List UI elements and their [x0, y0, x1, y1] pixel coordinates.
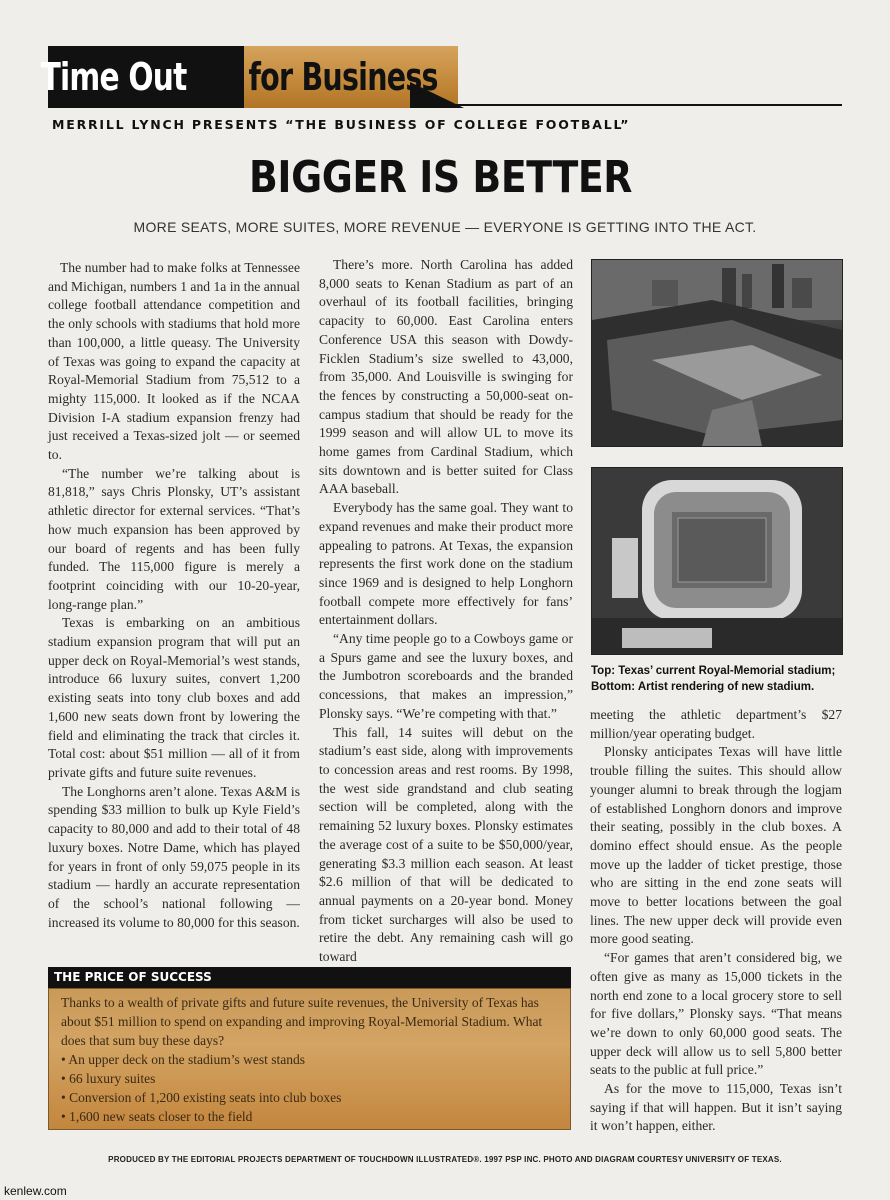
list-item: • An upper deck on the stadium’s west stands [61, 1050, 558, 1069]
paragraph: As for the move to 115,000, Texas isn’t saying if that will happen. But it isn’t saying it won’t happen, either. [590, 1081, 842, 1134]
photo-caption [591, 663, 841, 695]
banner-rule [414, 104, 842, 106]
list-item: • 1,600 new seats closer to the field [61, 1107, 558, 1126]
article-headline: BIGGER IS BETTER [249, 152, 632, 203]
section-banner [40, 46, 438, 108]
watermark: kenlew.com [4, 1184, 67, 1198]
paragraph: The number had to make folks at Tennessee and Michigan, numbers 1 and 1a in the annual college football attendance competition and the only schools with stadiums that hold more than 100,000, a little queasy. The University of Texas was going to expand the capacity at Royal-Memorial Stadium from 75,512 to a mighty 115,000. It looked as if the NCAA Division I-A stadium expansion frenzy had just received a Texas-sized jolt — or seemed to. [48, 260, 300, 463]
column-3 [590, 706, 842, 1136]
list-item: • Conversion of 1,200 existing seats into club boxes [61, 1088, 558, 1107]
caption-line: Bottom: Artist rendering of new stadium. [591, 681, 815, 693]
footer-credit: PRODUCED BY THE EDITORIAL PROJECTS DEPARTMENT OF TOUCHDOWN ILLUSTRATED®. 1997 PSP INC. PHOTO AND DIAGRAM COURTESY UNIVERSITY OF TEXAS. [108, 1155, 782, 1164]
sidebar-title: THE PRICE OF SUCCESS [48, 967, 571, 988]
paragraph: This fall, 14 suites will debut on the stadium’s east side, along with improvements to concession areas and rest rooms. By 1998, the west side grandstand and club seating section will be completed, along with the remaining 52 luxury boxes. Plonsky estimates the average cost of a suite to be $50,000/year, generating $3.3 million each season. At least $2.6 million of that will be dedicated to annual payments on a 20-year bond. Money from ticket surcharges will also be used to retire the debt. Any remaining cash will go toward [319, 724, 573, 965]
banner-title-right: for Business [248, 55, 438, 99]
caption-line: Top: Texas’ current Royal-Memorial stadium; [591, 665, 836, 677]
paragraph: Plonsky anticipates Texas will have little trouble filling the suites. This should allow younger alumni to break through the logjam of established Longhorn donors and improve their seating, possibly in the club boxes. A domino effect should ensue. As the people move up the ladder of ticket prestige, those who are sitting in the end zone seats will move to better locations between the goal lines. The new upper deck will provide even more good seating. [590, 744, 842, 947]
stadium-photo [591, 259, 843, 447]
paragraph: There’s more. North Carolina has added 8,000 seats to Kenan Stadium as part of an overhaul of its football facilities, bringing capacity to 60,000. East Carolina enters Conference USA this season with Dowdy-Ficklen Stadium’s size swelled to 43,000, from 35,000. And Louisville is swinging for the fences by constructing a 50,000-seat on-campus stadium that should be ready for the 1999 season and will allow UL to move its home games from Cardinal Stadium, which sits downtown and is better suited for Class AAA baseball. [319, 257, 573, 497]
stadium-rendering-image [592, 468, 842, 654]
column-2 [319, 256, 573, 967]
article-subhead: MORE SEATS, MORE SUITES, MORE REVENUE — EVERYONE IS GETTING INTO THE ACT. [133, 219, 757, 235]
paragraph: “The number we’re talking about is 81,818,” says Chris Plonsky, UT’s assistant athletic director for external services. “That’s how much expansion has been approved by our board of regents and has been fully funded. The 115,000 figure is merely a footprint coinciding with our 10-20-year, long-range plan.” [48, 465, 300, 612]
paragraph: Everybody has the same goal. They want to expand revenues and make their product more appealing to patrons. At Texas, the expansion represents the first work done on the stadium since 1969 and is designed to help Longhorn football compete more effectively for fans’ entertainment dollars. [319, 500, 573, 628]
column-1 [48, 259, 300, 932]
paragraph: Texas is embarking on an ambitious stadium expansion program that will put an upper deck on Royal-Memorial’s west stands, introduce 66 luxury suites, convert 1,200 existing seats into tony club boxes and add 1,600 new seats down front by lowering the field and eliminating the track that circles it. Total cost: about $51 million — all of it from private gifts and future suite revenues. [48, 615, 300, 780]
banner-title-left: Time Out [40, 55, 187, 99]
sidebar-intro: Thanks to a wealth of private gifts and future suite revenues, the University of Texas has about $51 million to spend on expanding and improving Royal-Memorial Stadium. What does that sum buy these days? [61, 995, 543, 1048]
stadium-photo-image [592, 260, 842, 446]
sidebar-list [61, 1050, 558, 1126]
paragraph: meeting the athletic department’s $27 million/year operating budget. [590, 707, 842, 741]
sidebar-box [48, 988, 571, 1130]
paragraph: “For games that aren’t considered big, we often give as many as 15,000 tickets in the north end zone to a local grocery store to sell for five dollars,” Plonsky says. “That means we’re down to only 60,000 good seats. The upper deck will allow us to sell 5,800 better seats to the public at full price.” [590, 950, 842, 1078]
list-item: • 66 luxury suites [61, 1069, 558, 1088]
paragraph: The Longhorns aren’t alone. Texas A&M is spending $33 million to bulk up Kyle Field’s capacity to 80,000 and add to their total of 48 luxury boxes. Notre Dame, which has played for years in front of only 59,075 people in its stadium — hardly an accurate representation of the school’s national following — increased its volume to 80,000 for this season. [48, 783, 300, 930]
paragraph: “Any time people go to a Cowboys game or a Spurs game and see the luxury boxes, and the Jumbotron scoreboards and the branded concessions, that makes an impression,” Plonsky says. “We’re competing with that.” [319, 631, 573, 721]
stadium-rendering [591, 467, 843, 655]
presents-line: MERRILL LYNCH PRESENTS “THE BUSINESS OF COLLEGE FOOTBALL” [52, 117, 631, 132]
